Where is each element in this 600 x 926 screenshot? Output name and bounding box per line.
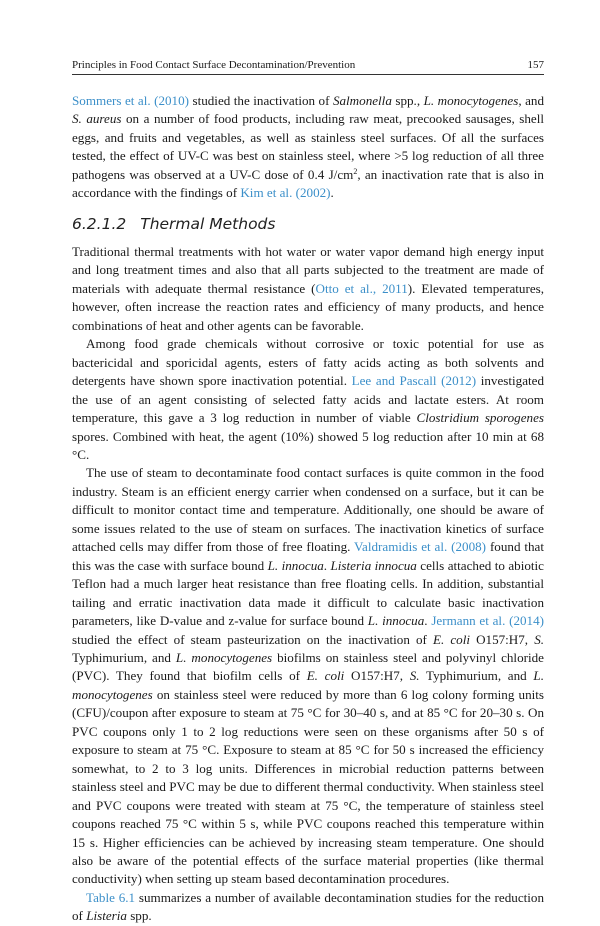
header-rule bbox=[72, 74, 544, 75]
text-run: found that this was the case with surface bound bbox=[72, 539, 545, 573]
text-run: Among food grade chemicals without corrosive or toxic potential for use as bactericidal and sporicidal agents, esters of fatty acids acting as both solvents and detergents have shown spore inactivation potential. bbox=[72, 336, 544, 389]
citation-lee-pascall[interactable]: Lee and Pascall (2012) bbox=[351, 373, 477, 389]
citation-sommers[interactable]: Sommers et al. (2010) bbox=[72, 93, 189, 108]
body-text bbox=[72, 243, 544, 926]
text-run: spores. Combined with heat, the agent (10%) showed 5 log reduction after 10 min at 68 °C. bbox=[72, 428, 544, 462]
text-run: O157:H7, bbox=[344, 668, 410, 684]
paragraph-steam-decontamination bbox=[72, 464, 544, 888]
species-name: L. innocua bbox=[367, 613, 425, 629]
text-run: Typhimurium, and bbox=[72, 649, 176, 665]
text-run: spp., bbox=[391, 93, 424, 108]
paragraph-table-reference bbox=[72, 889, 544, 926]
text-run: O157:H7, bbox=[469, 631, 535, 647]
species-name: S. bbox=[534, 631, 545, 647]
species-name: S. bbox=[409, 668, 420, 684]
text-run: studied the inactivation of bbox=[189, 93, 333, 108]
text-run: on stainless steel were reduced by more than 6 log colony forming units (CFU)/coupon after exposure to steam at 75 °C for 30–40 s, and at 85 °C for 20–30 s. On PVC coupons only 1 to 2 log reductions were seen on these organisms after 50 s of exposure to steam at 75 °C. Exposure to steam at 85 °C for 50 s increased the efficiency somewhat, to 2 to 3 log units. Differences in microbial reduction patterns between stainless steel and PVC may be due to different thermal conductivity. When stainless steel and PVC coupons were treated with steam at 75 °C, the temperature of stainless steel coupons reached 75 °C within 5 s, while PVC coupons reached this temperature within 15 s. Higher efficiencies can be achieved by increasing steam temperature. One should also be aware of the potential effects of the surface material properties (like thermal conductivity) when setting up steam based decontamination procedures. bbox=[72, 686, 544, 887]
text-run: studied the effect of steam pasteurization on the inactivation of bbox=[72, 631, 433, 647]
text-run: . bbox=[330, 185, 334, 201]
section-title: Thermal Methods bbox=[140, 215, 276, 233]
running-header-title: Principles in Food Contact Surface Decontamination/Prevention bbox=[72, 59, 356, 71]
text-run: . bbox=[424, 613, 432, 629]
species-name: Clostridium sporogenes bbox=[416, 410, 544, 426]
citation-otto[interactable]: Otto et al., 2011 bbox=[315, 280, 408, 296]
citation-kim[interactable]: Kim et al. (2002) bbox=[240, 185, 331, 201]
species-name: Listeria innocua bbox=[330, 557, 417, 573]
species-name: L. innocua bbox=[267, 557, 324, 573]
section-heading bbox=[72, 213, 544, 235]
text-run: Typhimurium, and bbox=[419, 668, 534, 684]
species-name: L. monocytogenes bbox=[72, 668, 544, 702]
text-run: ). Elevated temperatures, however, often increase the reaction rates and efficiency of many products, and hence combinations of heat and other agents can be favorable. bbox=[72, 280, 545, 333]
species-name: Salmonella bbox=[332, 93, 392, 108]
text-run: Traditional thermal treatments with hot water or water vapor demand high energy input and long treatment times and also that all parts subjected to the treatment are made of materials with adequate thermal resistance ( bbox=[72, 244, 544, 296]
text-run: cells attached to abiotic Teflon had a much larger heat resistance than free floating cells. In addition, substantial tailing and erratic inactivation data made it difficult to calculate basic inactivation parameters, like D-value and z-value for surface bound bbox=[72, 557, 544, 629]
table-reference-link[interactable]: Table 6.1 bbox=[86, 889, 136, 905]
text-run: biofilms on stainless steel and polyvinyl chloride (PVC). They found that biofilm cells of bbox=[72, 649, 544, 684]
text-run: summarizes a number of available decontamination studies for the reduction of bbox=[72, 889, 544, 924]
page-number: 157 bbox=[527, 59, 544, 71]
species-name: E. coli bbox=[432, 631, 470, 647]
species-name: E. coli bbox=[306, 668, 345, 684]
citation-valdramidis[interactable]: Valdramidis et al. (2008) bbox=[354, 539, 487, 555]
text-run: investigated the use of an agent consisting of selected fatty acids and lactate esters. At room temperature, this gave a 3 log reduction in number of viable bbox=[72, 373, 545, 426]
section-number: 6.2.1.2 bbox=[72, 215, 127, 233]
paragraph-thermal-treatments bbox=[72, 243, 544, 335]
text-run: The use of steam to decontaminate food contact surfaces is quite common in the food industry. Steam is an efficient energy carrier when condensed on a surface, but it can be difficult to monitor contact time and temperature. Additionally, one should be aware of some issues related to the use of steam on surfaces. The inactivation kinetics of surface attached cells may differ from those of free floating. bbox=[72, 465, 544, 555]
superscript: 2 bbox=[353, 166, 358, 176]
text-run: on a number of food products, including raw meat, precooked sausages, shell eggs, and fruits and vegetables, as well as stainless steel surfaces. Of all the surfaces tested, the effect of UV-C was best on stainless steel, where >5 log reduction of all three pathogens was observed at a UV-C dose of 0.4 J/cm bbox=[72, 111, 544, 182]
citation-jermann[interactable]: Jermann et al. (2014) bbox=[431, 613, 545, 629]
paragraph-uvc-summary bbox=[72, 92, 544, 203]
text-run: , and bbox=[518, 93, 545, 108]
paragraph-fatty-acid-esters bbox=[72, 335, 544, 464]
text-run: . bbox=[323, 557, 331, 573]
text-run: spp. bbox=[126, 908, 152, 924]
species-name: S. aureus bbox=[72, 111, 122, 127]
species-name: L. monocytogenes bbox=[175, 649, 273, 665]
species-name: Listeria bbox=[86, 908, 127, 924]
species-name: L. monocytogenes bbox=[423, 93, 519, 108]
text-run: , an inactivation rate that is also in accordance with the findings of bbox=[72, 166, 544, 201]
